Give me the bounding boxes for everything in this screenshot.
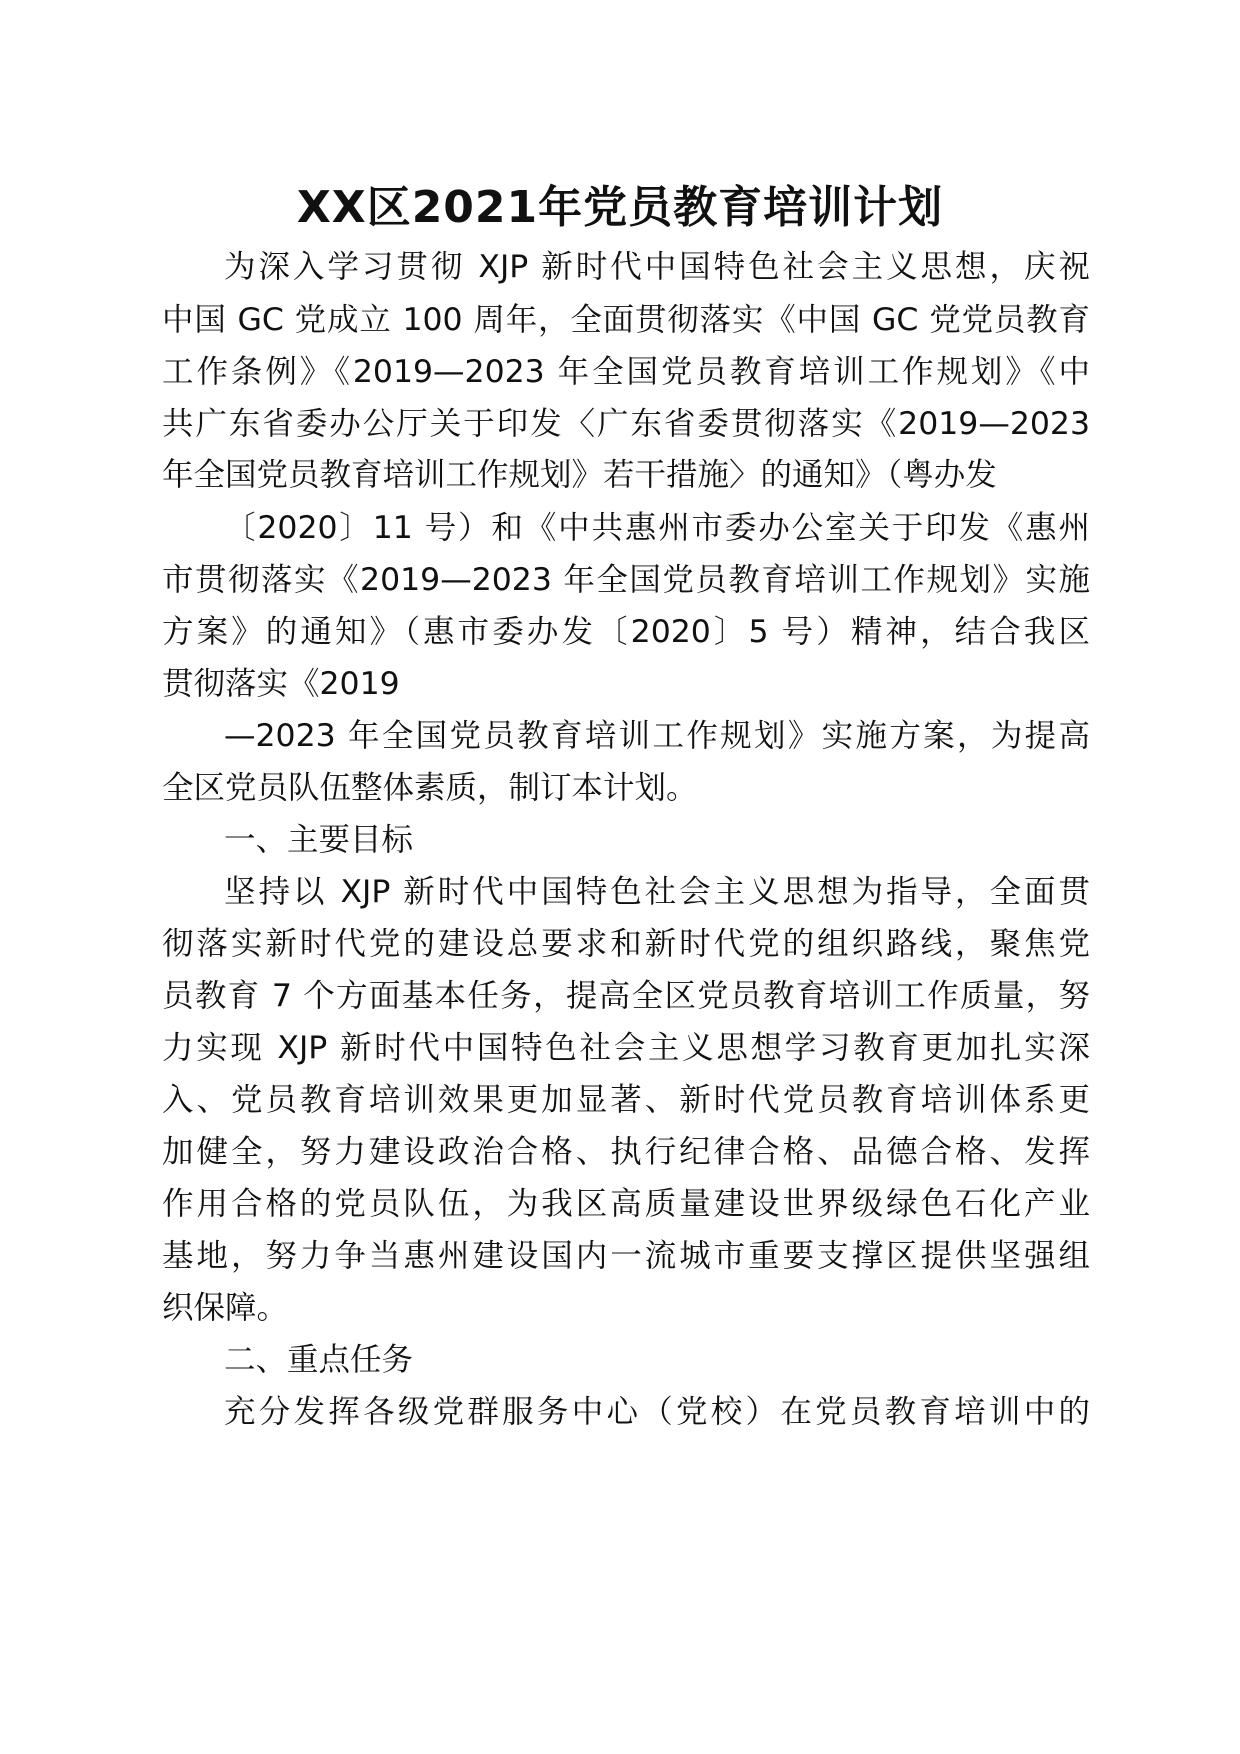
paragraph-line: 坚持以 XJP 新时代中国特色社会主义思想为指导，全面贯: [224, 874, 1090, 910]
paragraph-line: 织保障。: [162, 1290, 289, 1326]
paragraph-line: 中国 GC 党成立 100 周年，全面贯彻落实《中国 GC 党党员教育: [162, 302, 1090, 338]
paragraph-line: 方案》的通知》（惠市委办发〔2020〕5 号）精神，结合我区: [162, 614, 1090, 650]
paragraph-line: 共广东省委办公厅关于印发〈广东省委贯彻落实《2019—2023: [162, 406, 1090, 442]
paragraph-line: 加健全，努力建设政治合格、执行纪律合格、品德合格、发挥: [162, 1134, 1090, 1170]
section-heading: 一、主要目标: [224, 822, 414, 858]
paragraph-line: 力实现 XJP 新时代中国特色社会主义思想学习教育更加扎实深: [162, 1030, 1090, 1066]
paragraph-line: 全区党员队伍整体素质，制订本计划。: [162, 770, 698, 806]
paragraph-line: 市贯彻落实《2019—2023 年全国党员教育培训工作规划》实施: [162, 562, 1090, 598]
document-title: XX区2021年党员教育培训计划: [296, 182, 944, 233]
paragraph-line: 工作条例》《2019—2023 年全国党员教育培训工作规划》《中: [162, 354, 1090, 390]
paragraph-line: 基地，努力争当惠州建设国内一流城市重要支撑区提供坚强组: [162, 1238, 1090, 1274]
section-heading: 二、重点任务: [224, 1342, 414, 1378]
paragraph-line: 入、党员教育培训效果更加显著、新时代党员教育培训体系更: [162, 1082, 1090, 1118]
paragraph-line: —2023 年全国党员教育培训工作规划》实施方案，为提高: [224, 718, 1090, 754]
paragraph-line: 为深入学习贯彻 XJP 新时代中国特色社会主义思想，庆祝: [224, 249, 1090, 285]
paragraph-line: 充分发挥各级党群服务中心（党校）在党员教育培训中的: [224, 1394, 1090, 1430]
paragraph-line: 年全国党员教育培训工作规划》若干措施〉的通知》（粤办发: [162, 457, 997, 493]
paragraph-line: 作用合格的党员队伍，为我区高质量建设世界级绿色石化产业: [162, 1186, 1090, 1222]
paragraph-line: 贯彻落实《2019: [162, 666, 400, 702]
paragraph-line: 彻落实新时代党的建设总要求和新时代党的组织路线，聚焦党: [162, 926, 1090, 962]
paragraph-line: 〔2020〕11 号）和《中共惠州市委办公室关于印发《惠州: [224, 510, 1090, 546]
paragraph-line: 员教育 7 个方面基本任务，提高全区党员教育培训工作质量，努: [162, 978, 1090, 1014]
